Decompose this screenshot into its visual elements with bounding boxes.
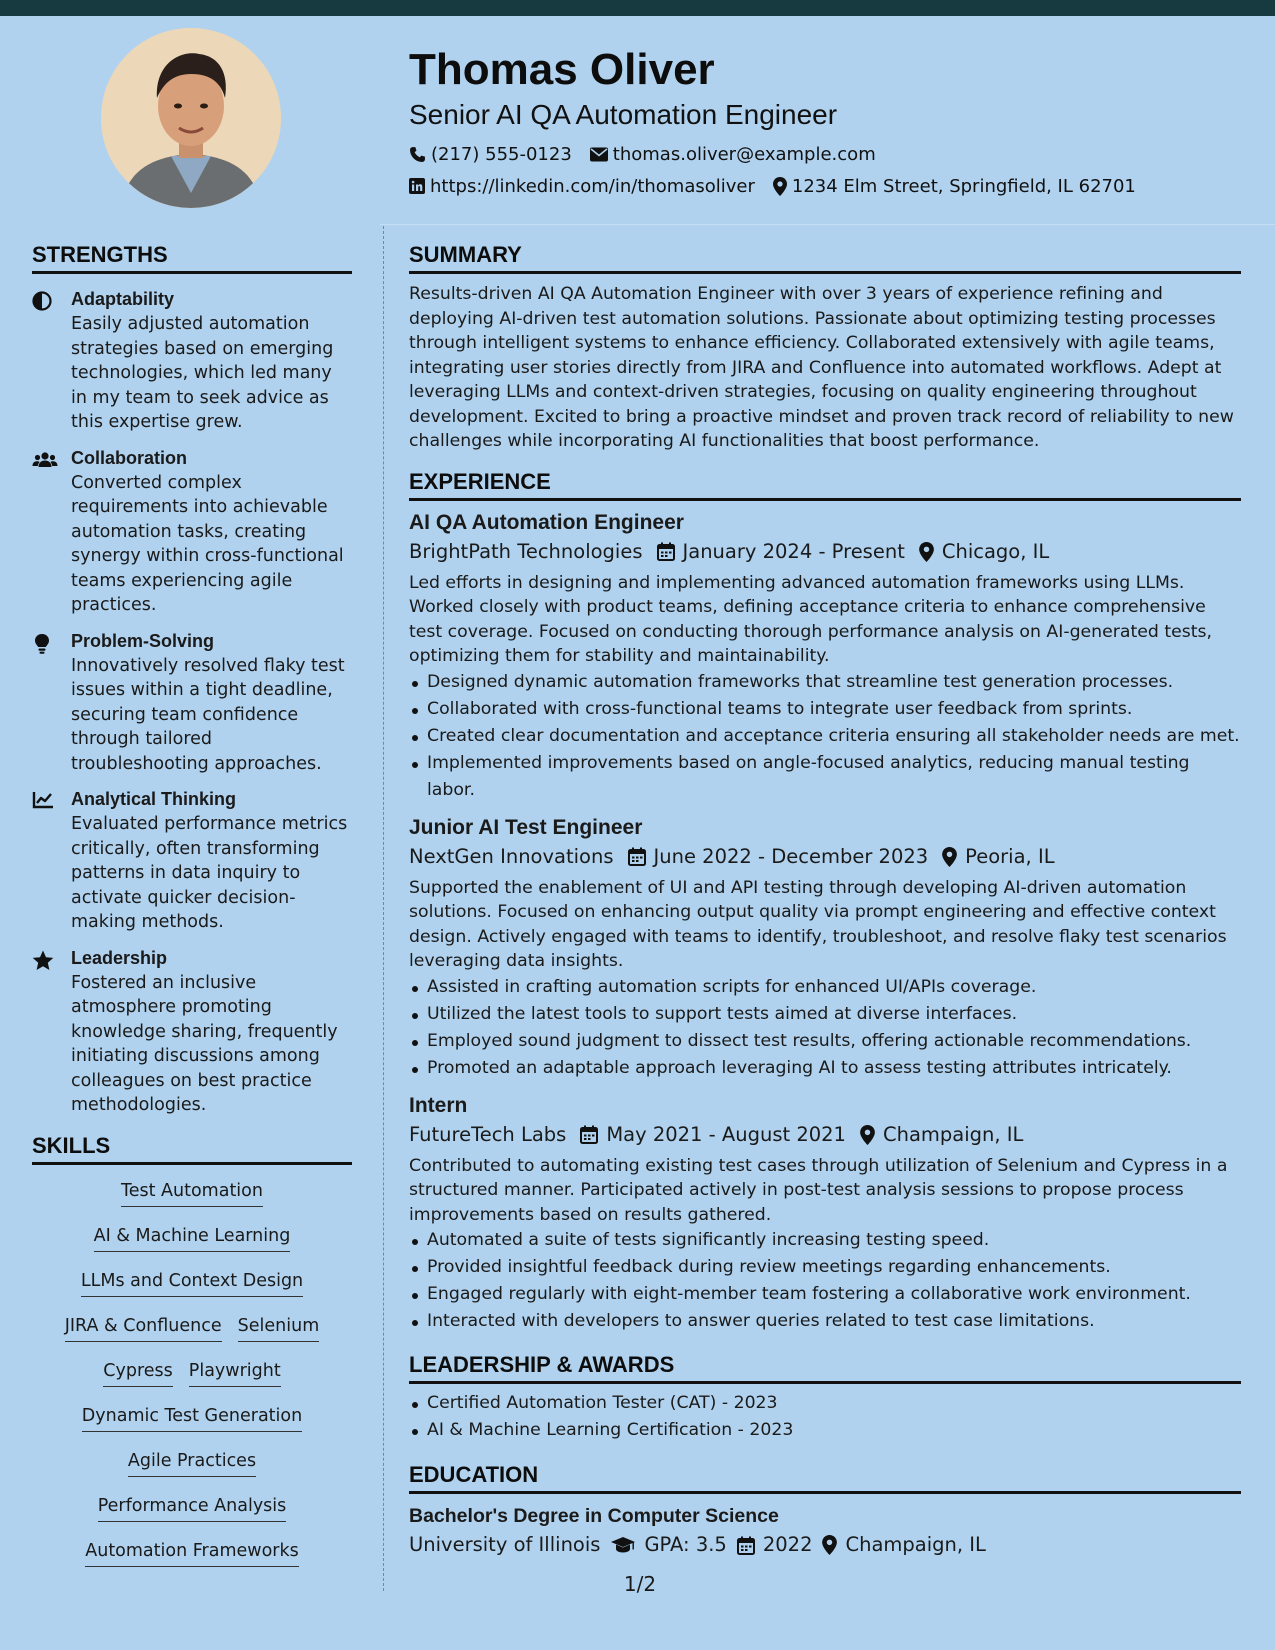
list-item: Designed dynamic automation frameworks that streamline test generation processes. [409,669,1241,696]
email-address: thomas.oliver@example.com [612,143,876,165]
linkedin-contact[interactable] [409,176,755,197]
job-description: Led efforts in designing and implementing advanced automation frameworks using LLMs. Worked closely with product teams, defining acceptance criteria to enhance comprehensive test coverage. Focused on conducting thorough performance analysis on AI-generated tests, optimizing them for stability and maintainability. [409,572,1213,666]
map-pin-icon [942,847,957,867]
strength-description: Fostered an inclusive atmosphere promoting knowledge sharing, frequently initiating discussions among colleagues on best practice methodologies. [71,972,338,1115]
job-position: AI QA Automation Engineer [409,510,684,534]
star-icon [32,946,71,1118]
strength-description: Innovatively resolved flaky test issues within a tight deadline, securing team confidence through tailored troubleshooting approaches. [71,655,345,774]
job-meta [409,842,1241,872]
gpa-text: GPA: 3.5 [644,1533,727,1556]
skill-tag: Test Automation [121,1179,263,1207]
map-pin-icon [773,177,787,196]
strength-item [32,629,352,777]
strength-title: Leadership [71,947,168,968]
profile-photo [101,28,281,208]
summary-text: Results-driven AI QA Automation Engineer with over 3 years of experience refining and deploying AI-driven test automation solutions. Passionate about optimizing testing processes through intelligent systems to enhance efficiency. Collaborated extensively with agile teams, integrating user stories directly from JIRA and Confluence into automated workflows. Adept at leveraging LLMs and context-driven strategies, focusing on quality engineering throughout development. Excited to bring a proactive mindset and proven track record of reliability to new challenges while incorporating AI functionalities that boost performance. [409,284,1234,451]
job-bullets [409,974,1241,1082]
skill-tag: Playwright [189,1359,281,1387]
strengths-list [32,287,352,1118]
school-name: University of Illinois [409,1533,601,1556]
job-location: Peoria, IL [965,844,1055,868]
list-item: Assisted in crafting automation scripts for enhanced UI/APIs coverage. [409,974,1241,1001]
skill-tag: Selenium [238,1314,320,1342]
skill-tag: Dynamic Test Generation [82,1404,302,1432]
calendar-icon [580,1125,598,1144]
strength-title: Adaptability [71,289,175,309]
skill-tag: Cypress [103,1359,173,1387]
skill-tag: AI & Machine Learning [94,1224,291,1252]
linkedin-icon [409,178,425,194]
list-item: Interacted with developers to answer queries related to test case limitations. [409,1308,1241,1335]
list-item: Created clear documentation and acceptance criteria ensuring all stakeholder needs are met. [409,723,1241,750]
map-pin-icon [822,1535,837,1555]
job-meta [409,1120,1241,1150]
strengths-heading: STRENGTHS [32,241,352,274]
calendar-icon [737,1536,755,1555]
users-icon [32,446,71,618]
strength-description: Evaluated performance metrics critically, often transforming patterns in data inquiry to activate quicker decision-making methods. [71,814,348,932]
list-item: Utilized the latest tools to support tests aimed at diverse interfaces. [409,1001,1241,1028]
job-dates: June 2022 - December 2023 [653,844,929,868]
envelope-icon [590,147,608,162]
linkedin-url: https://linkedin.com/in/thomasoliver [430,175,755,197]
strength-title: Collaboration [71,447,187,468]
list-item: Implemented improvements based on angle-focused analytics, reducing manual testing labor. [409,750,1241,804]
job-position: Junior AI Test Engineer [409,815,643,839]
experience-heading: EXPERIENCE [409,468,1241,501]
page-number: 1/2 [623,1572,657,1596]
phone-contact[interactable] [409,144,572,165]
list-item: AI & Machine Learning Certification - 2023 [409,1417,1241,1444]
list-item: Promoted an adaptable approach leveraging AI to assess testing attributes intricately. [409,1055,1241,1082]
awards-list [409,1390,1241,1444]
job-entry [409,1092,1241,1336]
skill-tag: Automation Frameworks [85,1539,298,1567]
job-position: Intern [409,1093,468,1117]
skill-tag: Performance Analysis [98,1494,287,1522]
calendar-icon [657,542,675,561]
phone-icon [409,146,426,163]
resume-header [409,42,1249,202]
job-description: Contributed to automating existing test cases through utilization of Selenium and Cypress in a structured manner. Participated actively in post-test analysis sessions to propose process improvements based on results gathered. [409,1155,1228,1225]
education-heading: EDUCATION [409,1461,1241,1494]
job-entry [409,509,1241,804]
job-company: FutureTech Labs [409,1122,567,1146]
list-item: Certified Automation Tester (CAT) - 2023 [409,1390,1241,1417]
job-location: Chicago, IL [941,539,1050,563]
list-item: Engaged regularly with eight-member team fostering a collaborative work environment. [409,1281,1241,1308]
job-company: NextGen Innovations [409,844,614,868]
strength-item [32,446,352,618]
right-column [409,241,1241,1560]
skills-heading: SKILLS [32,1132,352,1165]
education-location: Champaign, IL [845,1533,986,1556]
phone-number: (217) 555-0123 [431,143,572,165]
top-accent-bar [0,0,1275,16]
strength-item [32,946,352,1118]
header-divider [380,224,1275,225]
strength-title: Problem-Solving [71,630,215,651]
job-meta [409,537,1241,567]
address-contact [773,176,1136,197]
job-bullets [409,669,1241,804]
graduation-cap-icon [610,1536,636,1554]
strength-description: Converted complex requirements into achievable automation tasks, creating synergy within cross-functional teams experiencing agile practices. [71,472,344,615]
strength-title: Analytical Thinking [71,789,237,809]
job-dates: May 2021 - August 2021 [606,1122,846,1146]
summary-heading: SUMMARY [409,241,1241,274]
job-entry [409,814,1241,1082]
list-item: Provided insightful feedback during review meetings regarding enhancements. [409,1254,1241,1281]
skill-tag: LLMs and Context Design [81,1269,303,1297]
person-name: Thomas Oliver [409,45,715,94]
skill-tag: JIRA & Confluence [65,1314,222,1342]
email-contact[interactable] [590,144,876,165]
column-divider [383,226,384,1591]
map-pin-icon [860,1125,875,1145]
contact-row-1 [409,138,1249,170]
job-bullets [409,1227,1241,1335]
awards-heading: LEADERSHIP & AWARDS [409,1351,1241,1384]
strength-description: Easily adjusted automation strategies based on emerging technologies, which led many in my team to seek advice as this expertise grew. [71,314,334,432]
lightbulb-icon [32,629,71,777]
list-item: Collaborated with cross-functional teams to integrate user feedback from sprints. [409,696,1241,723]
list-item: Automated a suite of tests significantly increasing testing speed. [409,1227,1241,1254]
job-company: BrightPath Technologies [409,539,643,563]
calendar-icon [628,847,646,866]
job-title: Senior AI QA Automation Engineer [409,99,838,130]
job-description: Supported the enablement of UI and API testing through developing AI-driven automation solutions. Focused on enhancing output quality via prompt engineering and effective context design. Actively engaged with teams to identify, troubleshoot, and resolve flaky test scenarios leveraging data insights. [409,877,1227,971]
address-text: 1234 Elm Street, Springfield, IL 62701 [791,175,1136,197]
skill-tag: Agile Practices [128,1449,256,1477]
graduation-year: 2022 [762,1533,813,1556]
strength-item [32,787,352,935]
chart-line-icon [32,787,71,935]
job-location: Champaign, IL [882,1122,1024,1146]
left-column [32,241,352,1584]
half-circle-icon [32,287,71,435]
degree-title: Bachelor's Degree in Computer Science [409,1505,779,1527]
list-item: Employed sound judgment to dissect test results, offering actionable recommendations. [409,1028,1241,1055]
job-dates: January 2024 - Present [682,539,905,563]
map-pin-icon [919,542,934,562]
education-meta [409,1530,1241,1560]
strength-item [32,287,352,435]
skills-list [32,1179,352,1584]
contact-row-2 [409,170,1249,202]
